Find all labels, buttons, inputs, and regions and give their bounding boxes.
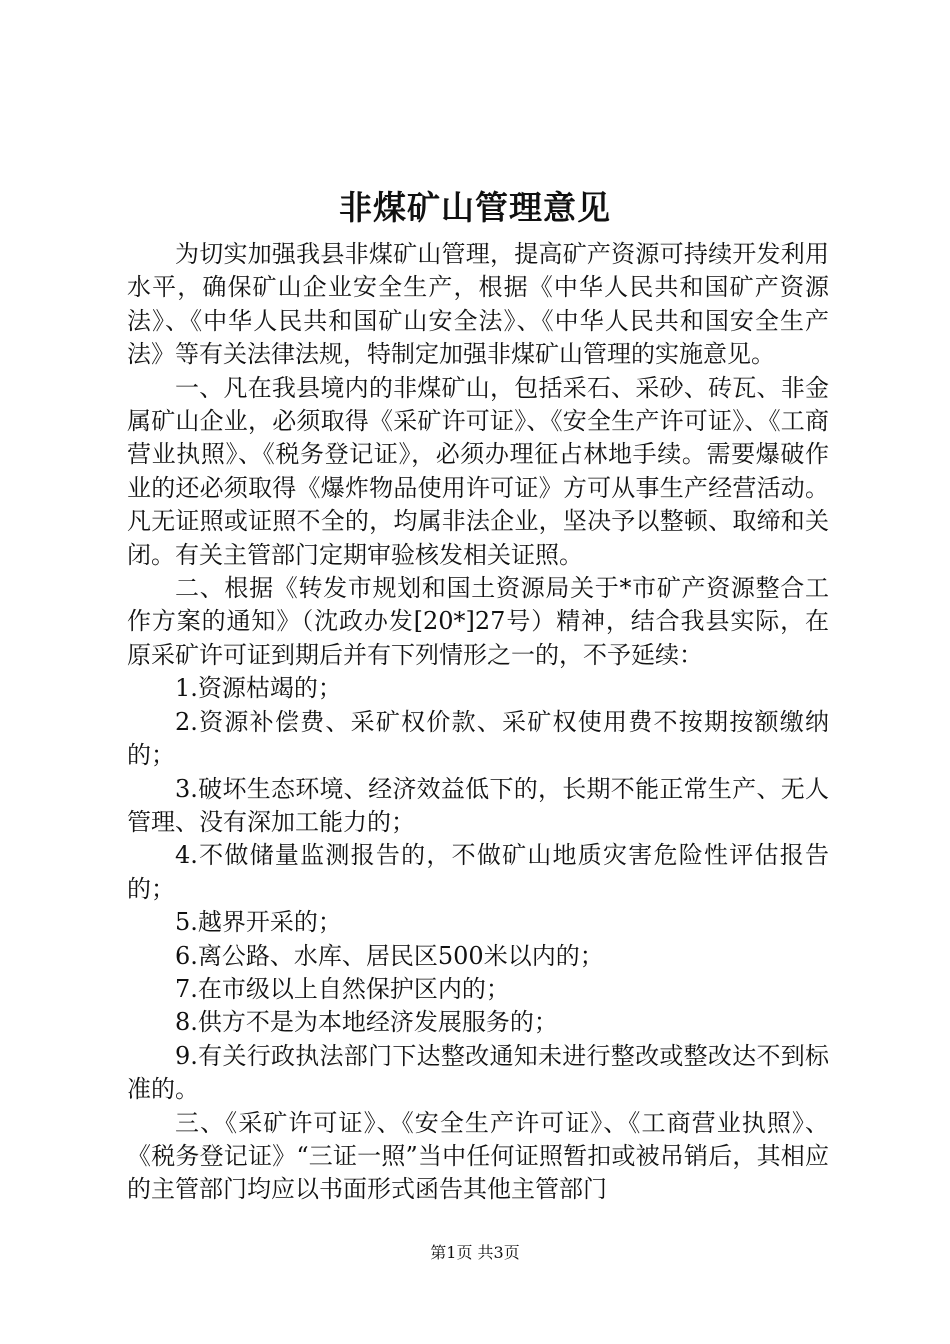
list-item-8: 8.供方不是为本地经济发展服务的；: [175, 1008, 558, 1037]
document-title: 非煤矿山管理意见: [339, 188, 611, 227]
document-body: [127, 238, 829, 1207]
list-item-5: 5.越界开采的；: [175, 908, 342, 937]
list-item-2: 2.资源补偿费、采矿权价款、采矿权使用费不按期按额缴纳的；: [127, 707, 829, 770]
list-item-3: 3.破坏生态环境、经济效益低下的，长期不能正常生产、无人管理、没有深加工能力的；: [127, 774, 829, 836]
list-item-4: 4.不做储量监测报告的，不做矿山地质灾害危险性评估报告的；: [127, 841, 829, 903]
list-item-1: 1.资源枯竭的；: [175, 674, 342, 703]
paragraph-section-2: 二、根据《转发市规划和国土资源局关于*市矿产资源整合工作方案的通知》（沈政办发[20*]27号）精神，结合我县实际，在原采矿许可证到期后并有下列情形之一的，不予延续：: [127, 574, 829, 669]
paragraph-section-1: 一、凡在我县境内的非煤矿山，包括采石、采砂、砖瓦、非金属矿山企业，必须取得《采矿许可证》、《安全生产许可证》、《工商营业执照》、《税务登记证》，必须办理征占林地手续。需要爆破作业的还必须取得《爆炸物品使用许可证》方可从事生产经营活动。凡无证照或证照不全的，均属非法企业，坚决予以整顿、取缔和关闭。有关主管部门定期审验核发相关证照。: [127, 373, 829, 569]
paragraph-intro: 为切实加强我县非煤矿山管理，提高矿产资源可持续开发利用水平，确保矿山企业安全生产，根据《中华人民共和国矿产资源法》、《中华人民共和国矿山安全法》、《中华人民共和国安全生产法》等有关法律法规，特制定加强非煤矿山管理的实施意见。: [127, 240, 829, 369]
list-item-6: 6.离公路、水库、居民区500米以内的；: [175, 941, 604, 970]
list-item-9: 9.有关行政执法部门下达整改通知未进行整改或整改达不到标准的。: [127, 1041, 829, 1104]
list-item-7: 7.在市级以上自然保护区内的；: [175, 974, 510, 1003]
page-number-footer: 第1页 共3页: [430, 1243, 520, 1262]
paragraph-section-3: 三、《采矿许可证》、《安全生产许可证》、《工商营业执照》、《税务登记证》“三证一照”当中任何证照暂扣或被吊销后，其相应的主管部门均应以书面形式函告其他主管部门: [127, 1108, 829, 1204]
